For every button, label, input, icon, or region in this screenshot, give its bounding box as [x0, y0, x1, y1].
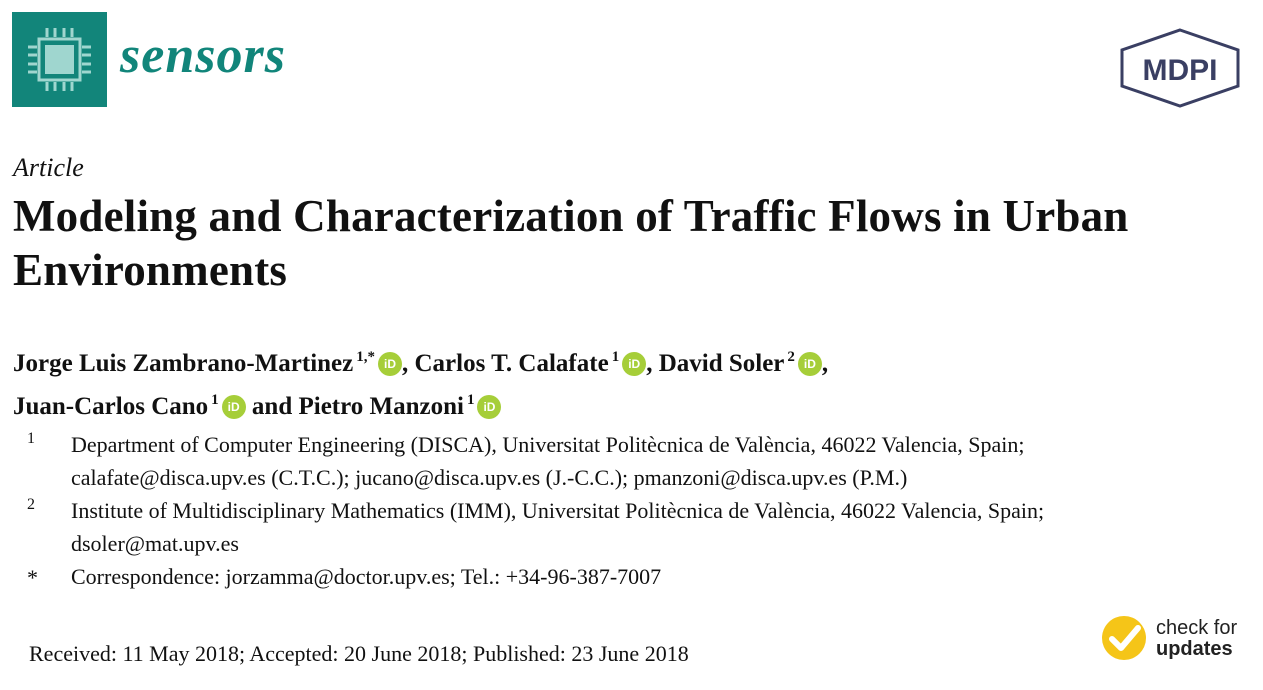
check-updates-label-bold: updates: [1156, 638, 1233, 660]
affiliation-emails[interactable]: dsoler@mat.upv.es: [71, 531, 239, 556]
affiliation-text: [71, 494, 1251, 560]
author-affiliation-mark: 1,*: [356, 349, 375, 365]
author-separator: and: [251, 393, 293, 420]
orcid-icon[interactable]: iD: [222, 395, 246, 419]
correspondence-line[interactable]: Correspondence: jorzamma@doctor.upv.es; Tel.: +34-96-387-7007: [71, 564, 662, 589]
author-separator: ,: [401, 350, 409, 377]
affiliation-mark: 1: [27, 430, 35, 447]
author-line: [13, 382, 828, 425]
author-name[interactable]: Jorge Luis Zambrano-Martinez: [13, 350, 354, 377]
article-type: Article: [13, 153, 84, 182]
article-title: Modeling and Characterization of Traffic Flows in Urban Environments: [13, 191, 1129, 295]
orcid-icon[interactable]: iD: [378, 352, 402, 376]
check-updates-label: check for: [1156, 617, 1238, 639]
author-affiliation-mark: 1: [611, 349, 620, 365]
affiliation-mark: 2: [27, 496, 35, 513]
affiliation-line: Department of Computer Engineering (DISCA), Universitat Politècnica de València, 46022 Valencia, Spain;: [71, 432, 1025, 457]
journal-logo: [12, 12, 107, 107]
orcid-icon[interactable]: iD: [798, 352, 822, 376]
author-separator: ,: [646, 350, 653, 377]
correspondence-mark: *: [27, 565, 38, 590]
author-affiliation-mark: 1: [466, 392, 475, 408]
journal-name: sensors: [120, 27, 286, 84]
checkmark-icon: [1100, 614, 1148, 662]
author-separator: ,: [821, 350, 829, 377]
orcid-icon[interactable]: iD: [622, 352, 646, 376]
orcid-icon[interactable]: iD: [477, 395, 501, 419]
publisher-name: MDPI: [1142, 54, 1218, 87]
author-affiliation-mark: 1: [211, 392, 219, 408]
author-line: [13, 339, 828, 382]
author-name[interactable]: Pietro Manzoni: [298, 393, 464, 420]
publisher-logo: [1118, 28, 1242, 108]
author-name[interactable]: Juan-Carlos Cano: [13, 393, 209, 420]
author-affiliation-mark: 2: [787, 349, 795, 365]
affiliation-line: Institute of Multidisciplinary Mathematics (IMM), Universitat Politècnica de València, 46022 Valencia, Spain;: [71, 498, 1045, 523]
author-list: [13, 339, 828, 425]
journal-header: [0, 0, 1263, 120]
check-for-updates-button[interactable]: [1100, 614, 1250, 666]
correspondence-text: [71, 560, 1251, 593]
affiliation-text: [71, 428, 1251, 494]
author-name[interactable]: Carlos T. Calafate: [414, 350, 609, 377]
affiliation-emails[interactable]: calafate@disca.upv.es (C.T.C.); jucano@disca.upv.es (J.-C.C.); pmanzoni@disca.upv.es (P.M.): [71, 465, 908, 490]
author-name[interactable]: David Soler: [658, 350, 785, 377]
publication-dates: Received: 11 May 2018; Accepted: 20 June 2018; Published: 23 June 2018: [29, 641, 689, 666]
chip-icon: [12, 12, 107, 107]
